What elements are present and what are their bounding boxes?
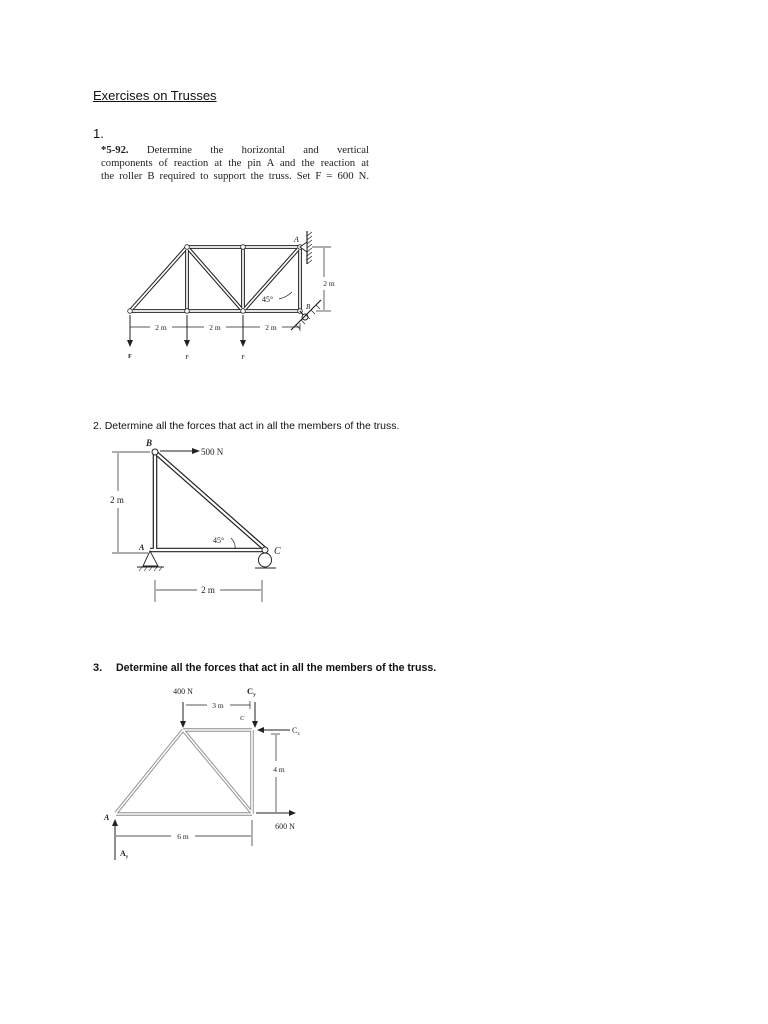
force-label: 500 N: [201, 447, 224, 457]
roller-B: [302, 314, 308, 320]
truss-members-outline: [116, 730, 252, 814]
joint: [241, 309, 246, 314]
angle-arc: [231, 538, 235, 549]
joint: [185, 309, 190, 314]
height-dimension-label: 4 m: [273, 765, 285, 774]
reaction-Cy-sub: y: [253, 692, 256, 698]
problem-line: the roller B required to support the truss. Set F = 600 N.: [101, 170, 369, 182]
arrowhead: [192, 448, 200, 454]
problem-line: components of reaction at the pin A and the reaction at: [101, 157, 369, 169]
node-B-label: B: [146, 438, 153, 448]
arrowhead: [240, 340, 246, 347]
truss-members-fill: [116, 730, 252, 814]
angle-label: 45°: [262, 295, 274, 304]
truss-members-outline: [150, 452, 265, 550]
load-label: F: [241, 354, 245, 361]
node-C-label: C: [240, 715, 245, 722]
arrowhead: [289, 810, 296, 816]
angle-leader: [279, 292, 292, 299]
joint: [128, 309, 133, 314]
arrowhead: [180, 721, 186, 728]
reaction-Cx-main: C: [292, 726, 298, 735]
truss-members-fill: [130, 247, 301, 311]
height-dimension-label: 2 m: [110, 495, 124, 505]
reaction-Ay-main: A: [120, 849, 126, 858]
problem-id: *5-92.: [101, 144, 129, 156]
node-C-label: C: [274, 546, 281, 557]
exercise-1-number: 1.: [93, 126, 104, 141]
roller-support-C: [259, 553, 272, 567]
side-load-label: 600 N: [275, 822, 295, 831]
joint: [241, 245, 246, 250]
joint-C: [262, 547, 268, 553]
node-A-label: A: [139, 543, 145, 552]
width-dimension-label: 2 m: [201, 585, 215, 595]
ground-hatch: [139, 567, 162, 571]
span-dimension-label: 2 m: [209, 323, 221, 332]
arrowhead: [257, 727, 264, 733]
span-dimension-label: 2 m: [155, 323, 167, 332]
reaction-Ay-sub: y: [125, 855, 129, 860]
arrowhead: [252, 721, 258, 728]
truss-diagram-1: [100, 200, 350, 370]
support-A-label: A: [294, 235, 299, 244]
reaction-Cy-main: C: [247, 686, 254, 696]
arrowhead: [184, 340, 190, 347]
reaction-Ay-label: [120, 849, 129, 860]
truss-diagram-3: [95, 680, 315, 870]
load-label: F: [185, 354, 189, 361]
reaction-Cx-sub: x: [297, 732, 300, 737]
top-dimension-label: 3 m: [212, 701, 224, 710]
span-dimension-label: 2 m: [265, 323, 277, 332]
joint-B: [152, 449, 158, 455]
load-arrowheads: [127, 340, 246, 347]
problem-line: [101, 144, 369, 157]
support-B-label: B: [306, 303, 311, 311]
load-arrows: [130, 315, 243, 341]
page-title: Exercises on Trusses: [93, 88, 217, 103]
joint: [185, 245, 190, 250]
height-dimension-label: 2 m: [323, 279, 335, 288]
reaction-Cx-label: [292, 726, 300, 737]
reaction-Cy-label: [247, 686, 256, 698]
problem-line-text: Determine the horizontal and vertical: [146, 144, 370, 156]
wall-hatch: [307, 232, 312, 264]
arrowhead: [112, 819, 118, 826]
truss-diagram-2: [100, 430, 300, 605]
exercise-3-number: 3.: [93, 662, 103, 674]
exercise-2-text: Determine all the forces that act in all the members of the truss.: [104, 420, 400, 432]
top-load-label: 400 N: [173, 687, 193, 696]
base-dimension-label: 6 m: [177, 832, 189, 841]
arrowhead: [127, 340, 133, 347]
angle-label: 45°: [213, 536, 225, 545]
exercise-1-problem-text: [101, 144, 369, 183]
exercise-2-number: 2.: [93, 420, 102, 432]
node-A-label: A: [104, 813, 110, 822]
exercise-3-question: Determine all the forces that act in all the members of the truss.: [116, 662, 437, 674]
load-label: F: [128, 353, 132, 360]
